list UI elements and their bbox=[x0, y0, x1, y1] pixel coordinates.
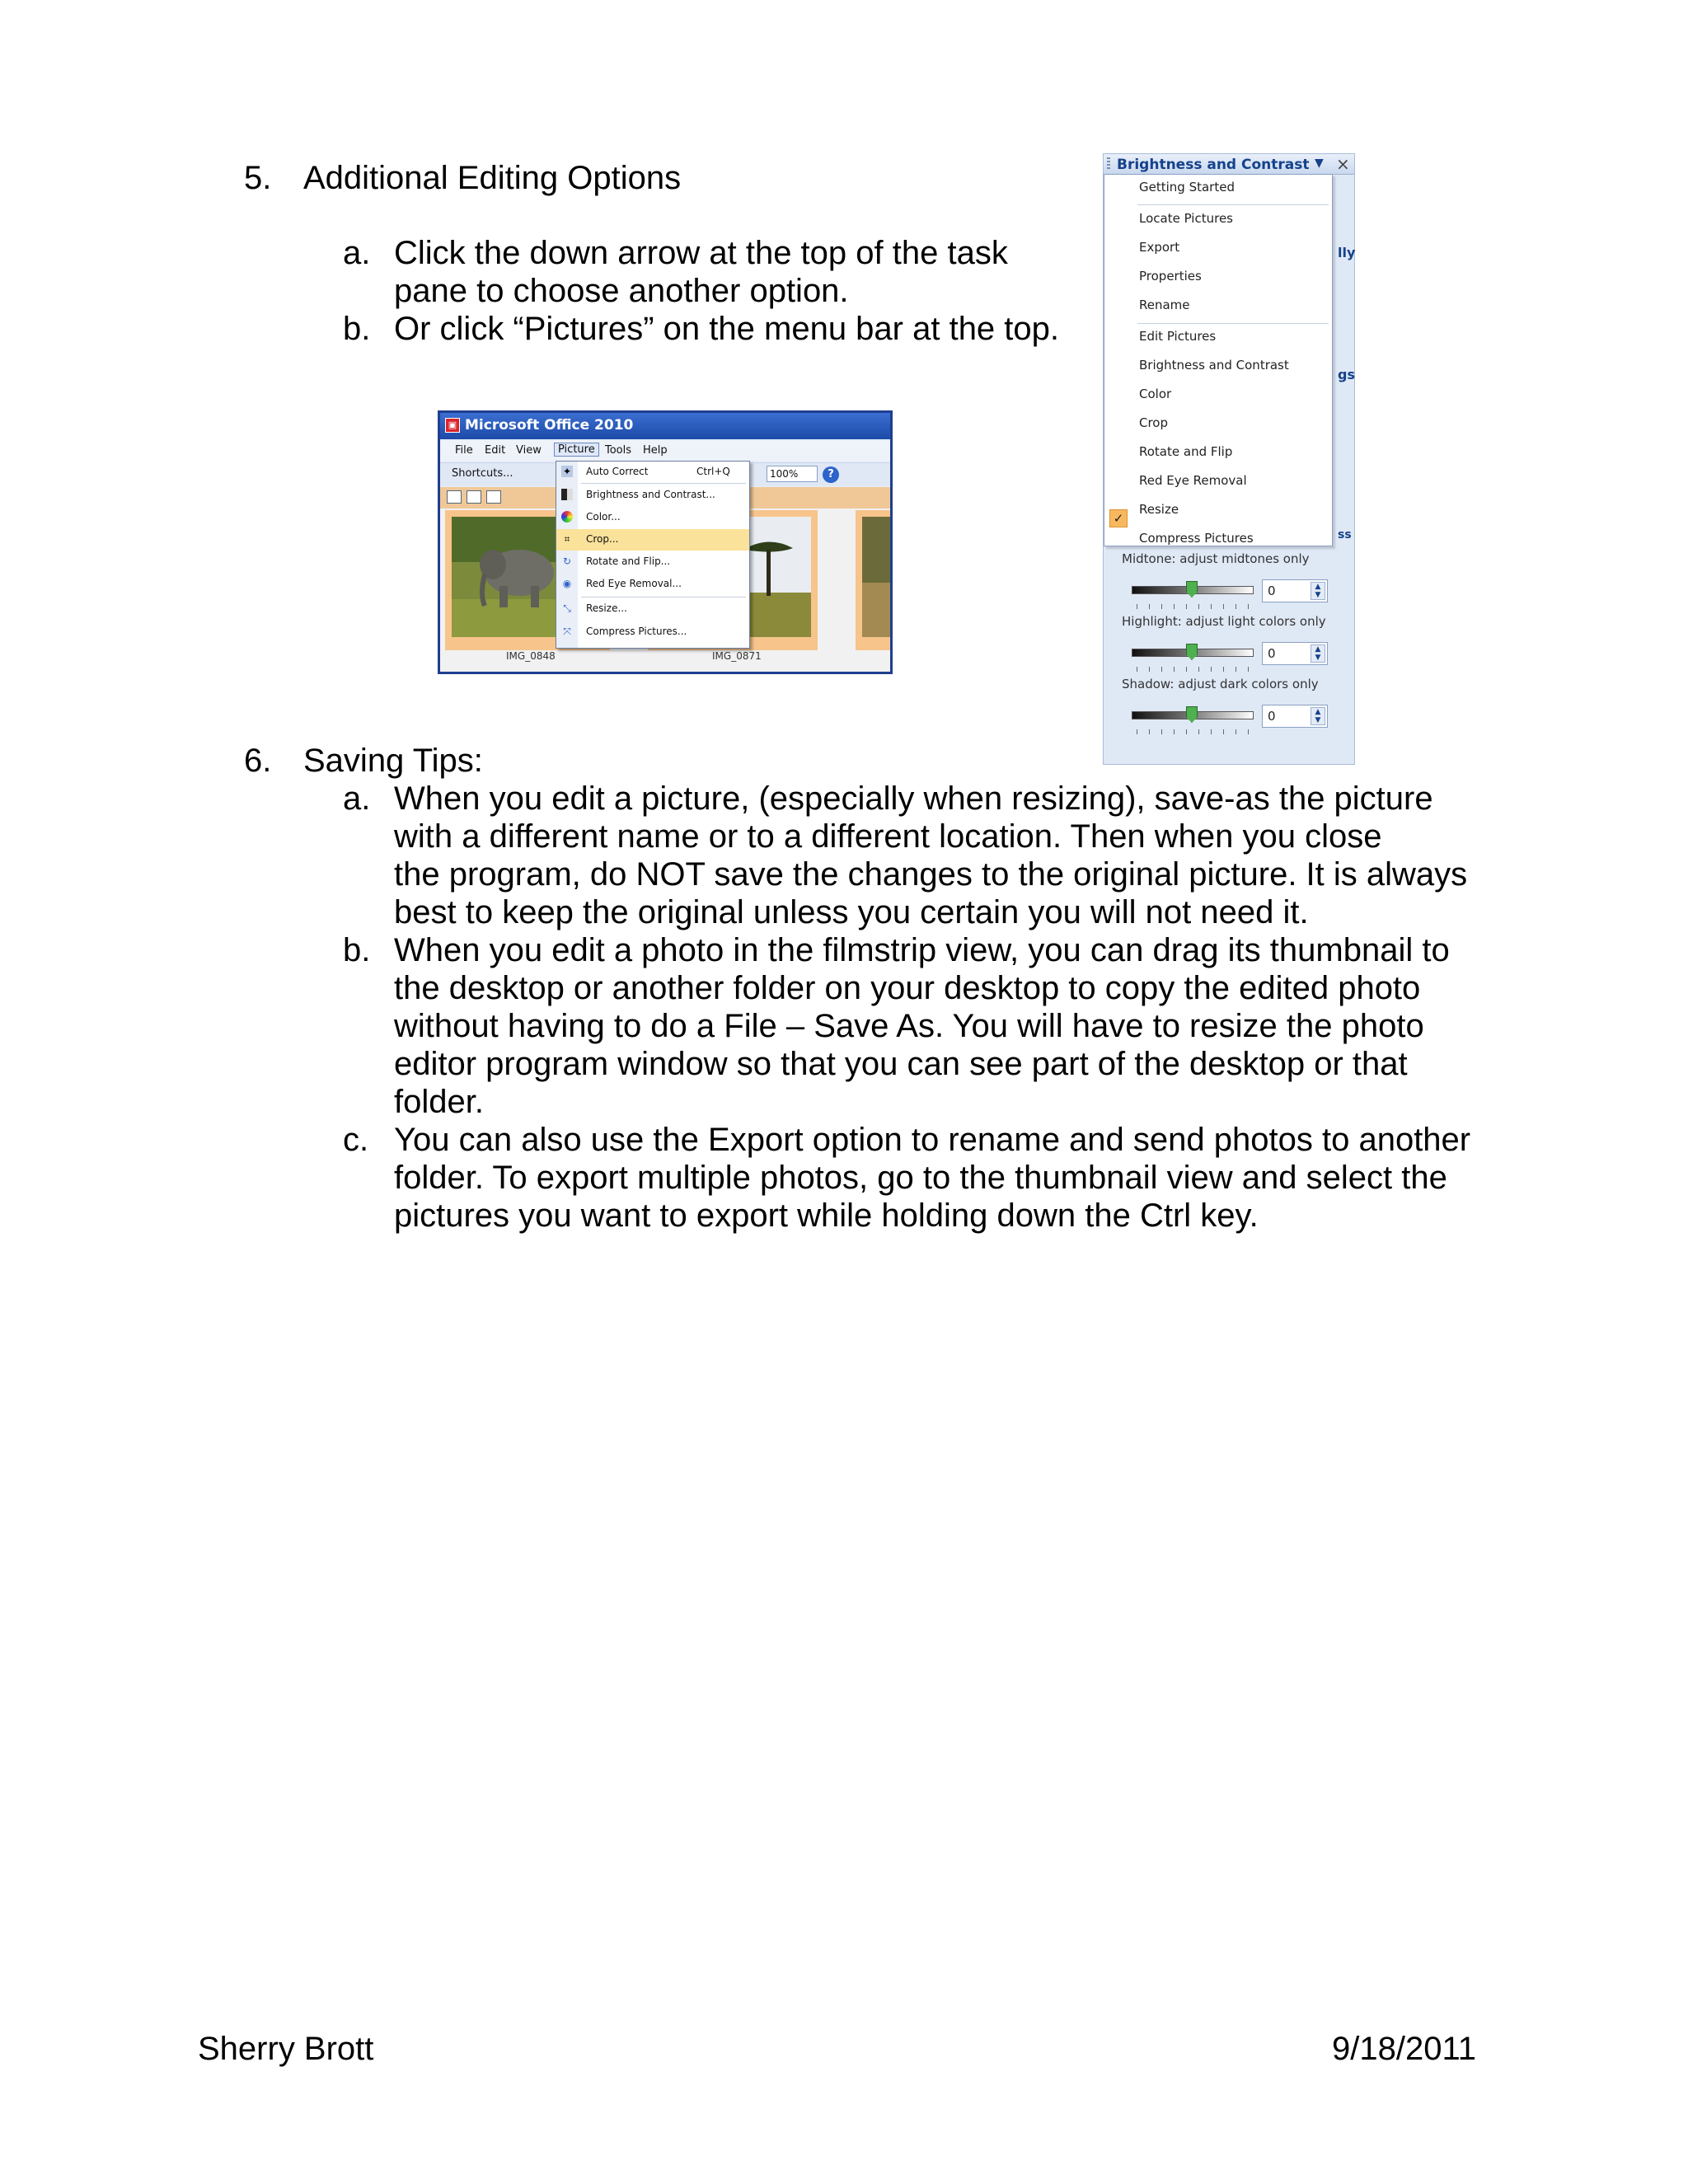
menu-item-compress-pictures[interactable] bbox=[556, 621, 749, 643]
slider-thumb[interactable] bbox=[1186, 706, 1198, 723]
section-5-item-a-text bbox=[394, 234, 1008, 310]
text-line: the program, do NOT save the changes to the original picture. It is always bbox=[394, 856, 1468, 893]
help-icon[interactable]: ? bbox=[823, 466, 839, 483]
menu-help[interactable]: Help bbox=[643, 444, 668, 457]
text-line: the desktop or another folder on your desktop to copy the edited photo bbox=[394, 970, 1421, 1006]
menu-item-shortcut: Ctrl+Q bbox=[696, 466, 730, 477]
spinner-arrows-icon[interactable]: ▲ ▼ bbox=[1311, 707, 1325, 725]
menu-item-label: Crop... bbox=[586, 533, 619, 545]
text-line: You can also use the Export option to rename and send photos to another bbox=[394, 1122, 1471, 1158]
spinner-arrows-icon[interactable]: ▲ ▼ bbox=[1311, 582, 1325, 600]
menu-separator bbox=[1137, 323, 1329, 324]
menu-item-red-eye-removal[interactable] bbox=[556, 574, 749, 595]
menu-item-label: Color... bbox=[586, 511, 621, 523]
highlight-label: Highlight: adjust light colors only bbox=[1122, 614, 1326, 629]
slider-ticks bbox=[1137, 729, 1249, 734]
midtone-spinner[interactable] bbox=[1262, 579, 1328, 602]
brightness-icon bbox=[561, 489, 573, 500]
section-6-number: 6. bbox=[244, 743, 272, 779]
red-eye-icon: ◉ bbox=[562, 578, 572, 589]
menu-separator bbox=[581, 597, 746, 598]
menu-item-brightness-contrast[interactable] bbox=[556, 485, 749, 506]
task-pane-screenshot bbox=[1103, 153, 1355, 765]
single-view-icon[interactable] bbox=[486, 490, 501, 504]
menu-item-edit-pictures[interactable]: Edit Pictures bbox=[1139, 329, 1217, 344]
checkmark-icon: ✓ bbox=[1109, 509, 1128, 527]
text-line: with a different name or to a different location. Then when you close bbox=[394, 818, 1382, 855]
auto-correct-icon: ✦ bbox=[562, 466, 572, 477]
shortcuts-button[interactable]: Shortcuts... bbox=[452, 467, 513, 480]
text-line: Or click “Pictures” on the menu bar at the top. bbox=[394, 311, 1060, 347]
picture-dropdown-menu bbox=[556, 461, 750, 649]
menu-item-label: Rotate and Flip... bbox=[586, 555, 671, 567]
section-6-item-c-text bbox=[394, 1121, 1470, 1235]
menu-item-red-eye-removal[interactable]: Red Eye Removal bbox=[1139, 473, 1247, 488]
menu-item-compress-pictures[interactable]: Compress Pictures bbox=[1139, 531, 1254, 546]
text-line: pictures you want to export while holding down the Ctrl key. bbox=[394, 1197, 1259, 1234]
menu-edit[interactable]: Edit bbox=[485, 444, 506, 457]
section-5-title: Additional Editing Options bbox=[303, 160, 682, 196]
text-line: editor program window so that you can see part of the desktop or that bbox=[394, 1046, 1408, 1082]
window-title: Microsoft Office 2010 bbox=[465, 417, 634, 434]
spinner-value: 0 bbox=[1268, 709, 1276, 724]
window-titlebar bbox=[440, 413, 890, 439]
menu-item-properties[interactable]: Properties bbox=[1139, 269, 1202, 284]
menu-item-rename[interactable]: Rename bbox=[1139, 298, 1190, 312]
menu-item-resize[interactable]: Resize bbox=[1139, 502, 1179, 517]
menu-file[interactable]: File bbox=[455, 444, 473, 457]
menu-item-color[interactable] bbox=[556, 507, 749, 528]
partial-photo[interactable] bbox=[862, 517, 893, 637]
slider-thumb[interactable] bbox=[1186, 644, 1198, 660]
shadow-label: Shadow: adjust dark colors only bbox=[1122, 677, 1319, 691]
partial-text-fragment: gs bbox=[1338, 367, 1355, 382]
section-6-item-a-text bbox=[394, 780, 1467, 931]
menu-item-locate-pictures[interactable]: Locate Pictures bbox=[1139, 211, 1233, 226]
menu-item-rotate-flip[interactable] bbox=[556, 551, 749, 573]
compress-icon: ⤧ bbox=[563, 626, 571, 637]
menu-item-crop[interactable] bbox=[556, 529, 749, 551]
section-5-item-b-text bbox=[394, 310, 1059, 348]
text-line: pane to choose another option. bbox=[394, 273, 849, 309]
close-icon[interactable]: × bbox=[1336, 154, 1350, 174]
slider-thumb[interactable] bbox=[1186, 581, 1198, 598]
menu-item-crop[interactable]: Crop bbox=[1139, 415, 1169, 430]
partial-text-fragment: lly bbox=[1338, 245, 1356, 260]
menu-item-getting-started[interactable]: Getting Started bbox=[1139, 180, 1235, 194]
text-line: Click the down arrow at the top of the task bbox=[394, 235, 1008, 271]
section-6-item-b-marker: b. bbox=[343, 932, 371, 968]
color-icon bbox=[561, 511, 573, 523]
footer-author: Sherry Brott bbox=[198, 2031, 374, 2067]
section-5-number: 5. bbox=[244, 160, 272, 196]
crop-icon: ⌗ bbox=[564, 533, 570, 545]
section-6-title: Saving Tips: bbox=[303, 743, 483, 779]
dropdown-arrow-icon[interactable]: ▼ bbox=[1315, 157, 1324, 170]
rotate-icon: ↻ bbox=[562, 555, 572, 567]
menu-item-color[interactable]: Color bbox=[1139, 387, 1172, 401]
text-line: When you edit a picture, (especially when resizing), save-as the picture bbox=[394, 780, 1433, 817]
shadow-spinner[interactable] bbox=[1262, 705, 1328, 728]
thumbnail-caption: IMG_0871 bbox=[712, 650, 762, 662]
text-line: best to keep the original unless you certain you will not need it. bbox=[394, 894, 1309, 930]
menu-separator bbox=[581, 483, 746, 484]
grip-icon bbox=[1107, 157, 1110, 171]
menu-item-label: Brightness and Contrast... bbox=[586, 489, 715, 500]
office-app-icon: ▣ bbox=[445, 418, 460, 433]
thumbnail-caption: IMG_0848 bbox=[506, 650, 556, 662]
section-5-item-a-marker: a. bbox=[343, 235, 371, 271]
task-pane-header bbox=[1104, 154, 1354, 175]
section-6-item-c-marker: c. bbox=[343, 1122, 369, 1158]
task-pane-title: Brightness and Contrast bbox=[1117, 157, 1310, 173]
slider-ticks bbox=[1137, 667, 1249, 672]
task-pane-menu bbox=[1104, 174, 1333, 546]
menu-tools[interactable]: Tools bbox=[605, 444, 632, 457]
menu-picture[interactable]: Picture bbox=[554, 443, 599, 457]
midtone-label: Midtone: adjust midtones only bbox=[1122, 551, 1310, 566]
menu-item-auto-correct[interactable] bbox=[556, 462, 749, 483]
filmstrip-view-icon[interactable] bbox=[467, 490, 481, 504]
menu-view[interactable]: View bbox=[516, 444, 542, 457]
text-line: folder. bbox=[394, 1084, 484, 1120]
spinner-value: 0 bbox=[1268, 583, 1276, 598]
highlight-spinner[interactable] bbox=[1262, 642, 1328, 665]
partial-text-fragment: ss bbox=[1338, 528, 1352, 541]
footer-date: 9/18/2011 bbox=[1332, 2031, 1476, 2067]
menu-item-export[interactable]: Export bbox=[1139, 240, 1180, 255]
menu-item-label: Auto Correct bbox=[586, 466, 649, 477]
menu-item-rotate-flip[interactable]: Rotate and Flip bbox=[1139, 444, 1233, 459]
text-line: without having to do a File – Save As. You will have to resize the photo bbox=[394, 1008, 1424, 1044]
spinner-value: 0 bbox=[1268, 646, 1276, 661]
slider-ticks bbox=[1137, 604, 1249, 609]
menu-bar bbox=[440, 441, 890, 461]
text-line: folder. To export multiple photos, go to the thumbnail view and select the bbox=[394, 1160, 1447, 1196]
resize-icon: ⤡ bbox=[563, 602, 571, 614]
menu-item-label: Resize... bbox=[586, 602, 627, 614]
section-5-item-b-marker: b. bbox=[343, 311, 371, 347]
menu-item-brightness-contrast[interactable]: Brightness and Contrast bbox=[1139, 358, 1289, 373]
thumbnail-view-icon[interactable] bbox=[447, 490, 462, 504]
menu-separator bbox=[1137, 204, 1329, 205]
zoom-select[interactable]: 100% bbox=[767, 466, 818, 482]
spinner-arrows-icon[interactable]: ▲ ▼ bbox=[1311, 644, 1325, 663]
menu-item-label: Compress Pictures... bbox=[586, 626, 687, 637]
menu-item-resize[interactable] bbox=[556, 598, 749, 620]
office-window-screenshot bbox=[438, 410, 893, 674]
menu-item-label: Red Eye Removal... bbox=[586, 578, 682, 589]
text-line: When you edit a photo in the filmstrip view, you can drag its thumbnail to bbox=[394, 932, 1450, 968]
section-6-item-b-text bbox=[394, 931, 1450, 1121]
section-6-item-a-marker: a. bbox=[343, 780, 371, 817]
